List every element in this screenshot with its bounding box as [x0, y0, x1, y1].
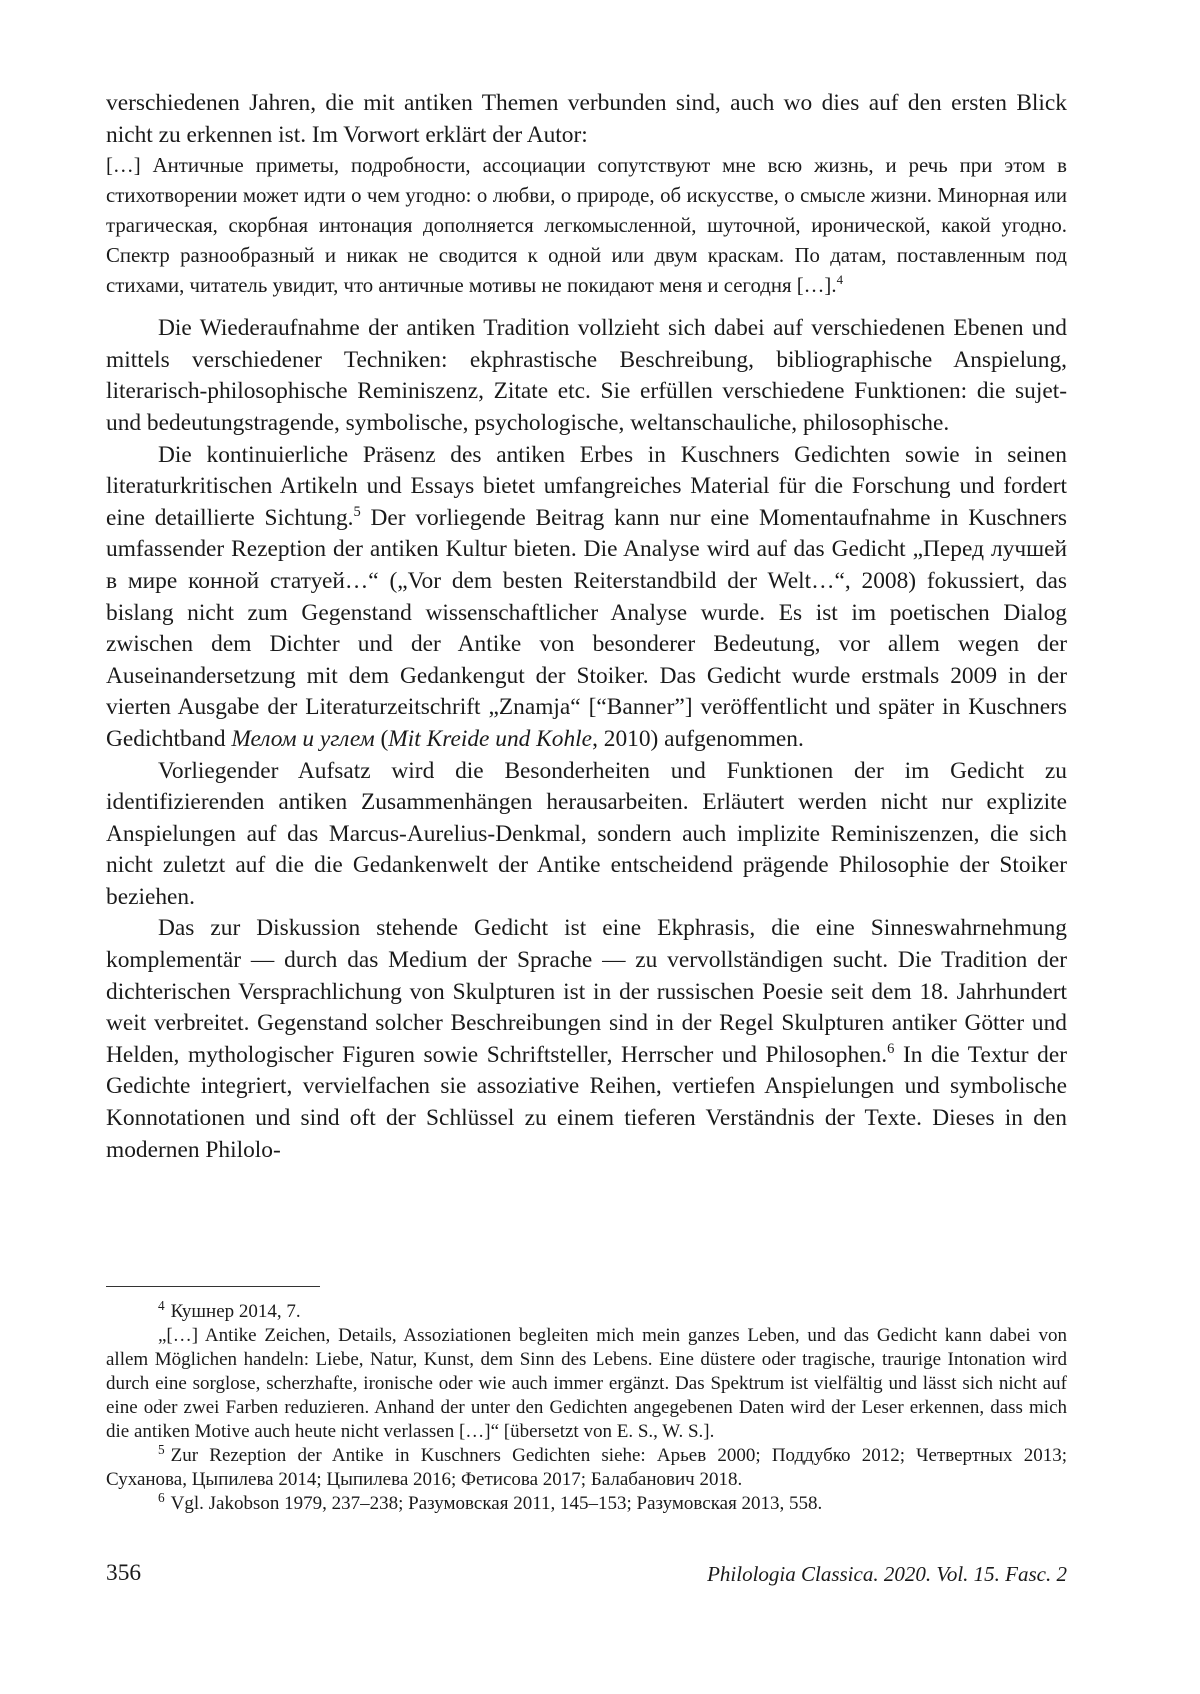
page-number: 356	[106, 1560, 142, 1586]
paragraph-2-part-c: (	[374, 725, 389, 752]
footnote-5	[106, 1441, 1067, 1492]
footnote-6-text: Vgl. Jakobson 1979, 237–238; Разумовская 2011, 145–153; Разумовская 2013, 558.	[170, 1493, 823, 1514]
paragraph-2-part-b: Der vorliegende Beitrag kann nur eine Momentaufnahme in Kuschners umfassender Rezeption der antiken Kultur bieten. Die Analyse wird auf das Gedicht „Перед лучшей в мире конной статуей…“ („Vor dem besten Reiterstandbild der Welt…“, 2008) fokussiert, das bislang nicht zum Gegenstand wissenschaftlicher Analyse wurde. Es ist im poetischen Dialog zwischen dem Dichter und der Antike von besonderer Bedeutung, vor allem wegen der Auseinandersetzung mit dem Gedankengut der Stoiker. Das Gedicht wurde erstmals 2009 in der vierten Ausgabe der Literaturzeitschrift „Znamja“ [“Banner”] veröffentlicht und später in Kuschners Gedichtband	[106, 504, 1067, 752]
footnote-divider	[106, 1286, 320, 1287]
paragraph-1: Die Wiederaufnahme der antiken Tradition vollzieht sich dabei auf verschiedenen Ebenen und mittels verschiedener Techniken: ekphrastische Beschreibung, bibliographische Anspielung, literarisch-philosophische Reminiszenz, Zitate etc. Sie erfüllen verschiedene Funktionen: die sujet- und bedeutungstragende, symbolische, psychologische, weltanschauliche, philosophische.	[106, 315, 1067, 436]
footnote-5-text: Zur Rezeption der Antike in Kuschners Gedichten siehe: Арьев 2000; Поддубко 2012; Четвертных 2013; Суханова, Цыпилева 2014; Цыпилева 2016; Фетисова 2017; Балабанович 2018.	[106, 1445, 1067, 1490]
paragraph-3: Vorliegender Aufsatz wird die Besonderheiten und Funktionen der im Gedicht zu identifizierenden antiken Zusammenhängen herausarbeiten. Erläutert werden nicht nur explizite Anspielungen auf das Marcus-Aurelius-Denkmal, sondern auch implizite Reminiszenzen, die sich nicht zuletzt auf die die Gedankenwelt der Antike entscheidend prägende Philosophie der Stoiker beziehen.	[106, 757, 1067, 910]
footnote-ref-5[interactable]: 5	[353, 503, 361, 520]
footnote-6-number: 6	[158, 1489, 165, 1505]
paragraph-2-part-a: Die kontinuierliche Präsenz des antiken Erbes in Kuschners Gedichten sowie in seinen literaturkritischen Artikeln und Essays bietet umfangreiches Material für die Forschung und fordert eine detaillierte Sichtung.	[106, 441, 1067, 531]
main-text	[106, 88, 1067, 1166]
journal-footer: Philologia Classica. 2020. Vol. 15. Fasc. 2	[707, 1562, 1067, 1586]
footnote-4	[106, 1297, 1067, 1324]
intro-paragraph: verschiedenen Jahren, die mit antiken Themen verbunden sind, auch wo dies auf den ersten Blick nicht zu erkennen ist. Im Vorwort erklärt der Autor:	[106, 90, 1067, 148]
paragraph-2	[106, 440, 1067, 756]
paragraph-2-part-d: , 2010) aufgenommen.	[592, 725, 804, 752]
footnote-4-translation: „[…] Antike Zeichen, Details, Assoziationen begleiten mich mein ganzes Leben, und das Gedicht kann dabei von allem Möglichen handeln: Liebe, Natur, Kunst, dem Sinn des Lebens. Eine düstere oder tragische, traurige Intonation wird durch eine sorglose, scherzhafte, ironische oder wie auch immer ergänzt. Das Spektrum ist vielfältig und lässt sich nicht auf eine oder zwei Farben reduzieren. Anhand der unter den Gedichten angegebenen Daten wird der Leser erkennen, dass mich die antiken Motive auch heute nicht verlassen […]“ [übersetzt von E. S., W. S.].	[106, 1325, 1067, 1442]
paragraph-4	[106, 913, 1067, 1166]
footnote-ref-6[interactable]: 6	[887, 1041, 895, 1058]
footnote-5-number: 5	[158, 1441, 165, 1457]
quote-text: […] Античные приметы, подробности, ассоциации сопутствуют мне всю жизнь, и речь при этом в стихотворении может идти о чем угодно: о любви, о природе, об искусстве, о смысле жизни. Минорная или трагическая, скорбная интонация дополняется легкомысленной, шуточной, иронической, какой угодно. Спектр разнообразный и никак не сводится к одной или двум краскам. По датам, поставленным под стихами, читатель увидит, что античные мотивы не покидают меня и сегодня […].	[106, 154, 1067, 298]
block-quote	[106, 151, 1067, 301]
footnote-ref-4[interactable]: 4	[836, 273, 843, 288]
footnote-4-text: Кушнер 2014, 7.	[170, 1301, 301, 1322]
book-title-german: Mit Kreide und Kohle	[388, 725, 593, 752]
footnote-4-number: 4	[158, 1297, 165, 1313]
paragraph-4-part-b: In die Textur der Gedichte integriert, vervielfachen sie assoziative Reihen, vertiefen Anspielungen und symbolische Konnotationen und sind oft der Schlüssel zu einem tieferen Verständnis der Texte. Dieses in den modernen Philolo-	[106, 1041, 1068, 1163]
paragraph-4-part-a: Das zur Diskussion stehende Gedicht ist eine Ekphrasis, die eine Sinneswahrnehmung komplementär — durch das Medium der Sprache — zu vervollständigen sucht. Die Tradition der dichterischen Versprachlichung von Skulpturen ist in der russischen Poesie seit dem 18. Jahrhundert weit verbreitet. Gegenstand solcher Beschreibungen sind in der Regel Skulpturen antiker Götter und Helden, mythologischer Figuren sowie Schriftsteller, Herrscher und Philosophen.	[106, 915, 1067, 1068]
footnote-6	[106, 1489, 1067, 1516]
footnotes	[106, 1297, 1067, 1516]
book-title-russian: Мелом и углем	[231, 725, 375, 752]
